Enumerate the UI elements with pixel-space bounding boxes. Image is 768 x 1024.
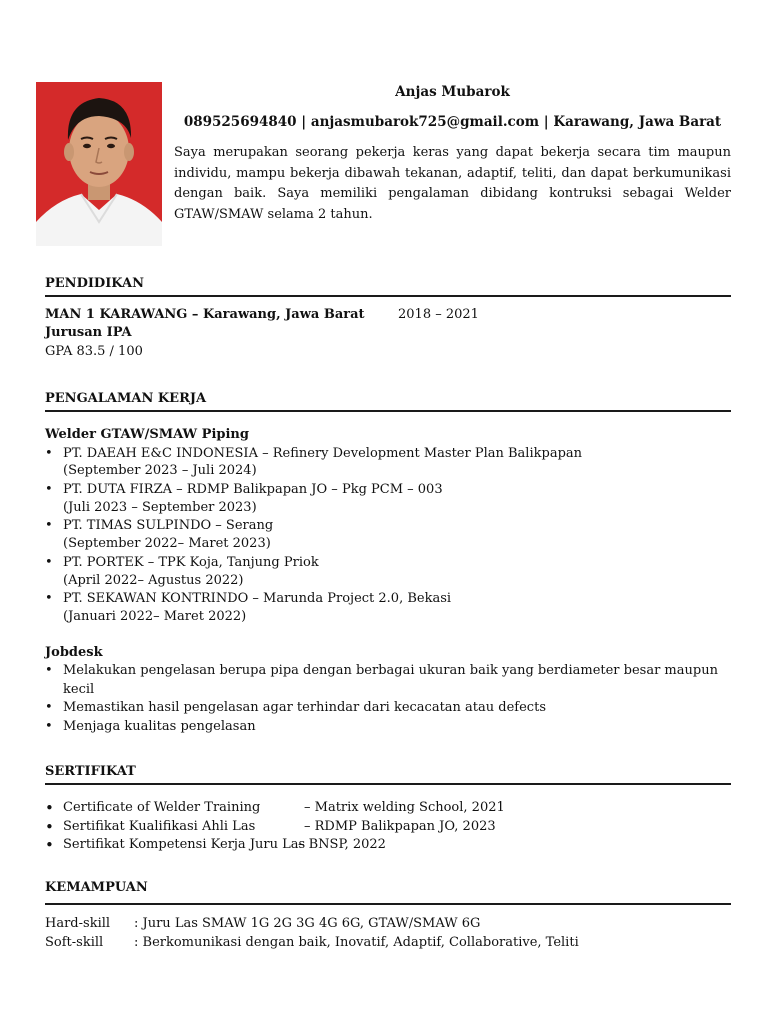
bullet-icon: • bbox=[45, 799, 54, 817]
jobdesk-item-1: Melakukan pengelasan berupa pipa dengan berbagai ukuran baik yang berdiameter besar maupun bbox=[63, 663, 718, 678]
certificate-name-1: Certificate of Welder Training bbox=[63, 800, 261, 815]
jobdesk-item-1-continued: kecil bbox=[63, 682, 95, 697]
soft-skill-label: Soft-skill bbox=[45, 935, 104, 950]
soft-skill-value: : Berkomunikasi dengan baik, Inovatif, Adaptif, Collaborative, Teliti bbox=[134, 935, 579, 950]
hard-skill-value: : Juru Las SMAW 1G 2G 3G 4G 6G, GTAW/SMAW 6G bbox=[134, 916, 481, 931]
bullet-icon: • bbox=[45, 555, 53, 570]
bullet-icon: • bbox=[45, 591, 53, 606]
experience-divider bbox=[45, 410, 731, 412]
jobdesk-item-3: Menjaga kualitas pengelasan bbox=[63, 719, 256, 734]
job-period-5: (Januari 2022– Maret 2022) bbox=[63, 609, 247, 624]
skills-heading: KEMAMPUAN bbox=[45, 880, 148, 895]
bullet-icon: • bbox=[45, 446, 53, 461]
certificate-issuer-1: – Matrix welding School, 2021 bbox=[304, 800, 505, 815]
bullet-icon: • bbox=[45, 700, 53, 715]
experience-role: Welder GTAW/SMAW Piping bbox=[45, 427, 249, 442]
certificate-issuer-2: – RDMP Balikpapan JO, 2023 bbox=[304, 819, 496, 834]
bullet-icon: • bbox=[45, 518, 53, 533]
job-company-5: PT. SEKAWAN KONTRINDO – Marunda Project 2.0, Bekasi bbox=[63, 591, 452, 606]
certificates-heading: SERTIFIKAT bbox=[45, 764, 136, 779]
certificates-divider bbox=[45, 783, 731, 785]
job-company-3: PT. TIMAS SULPINDO – Serang bbox=[63, 518, 274, 533]
education-gpa: GPA 83.5 / 100 bbox=[45, 344, 143, 359]
bullet-icon: • bbox=[45, 818, 54, 836]
job-period-4: (April 2022– Agustus 2022) bbox=[63, 573, 244, 588]
education-school: MAN 1 KARAWANG – Karawang, Jawa Barat bbox=[45, 307, 365, 322]
education-years: 2018 – 2021 bbox=[398, 307, 479, 322]
job-company-2: PT. DUTA FIRZA – RDMP Balikpapan JO – Pkg PCM – 003 bbox=[63, 482, 443, 497]
job-company-4: PT. PORTEK – TPK Koja, Tanjung Priok bbox=[63, 555, 319, 570]
contact-line: 089525694840 | anjasmubarok725@gmail.com | Karawang, Jawa Barat bbox=[183, 114, 722, 130]
education-heading: PENDIDIKAN bbox=[45, 276, 145, 291]
jobdesk-heading: Jobdesk bbox=[45, 645, 103, 660]
job-period-1: (September 2023 – Juli 2024) bbox=[63, 463, 257, 478]
education-major: Jurusan IPA bbox=[45, 325, 132, 340]
profile-photo-graphic bbox=[36, 82, 162, 246]
bullet-icon: • bbox=[45, 836, 54, 854]
job-company-1: PT. DAEAH E&C INDONESIA – Refinery Development Master Plan Balikpapan bbox=[63, 446, 583, 461]
candidate-name: Anjas Mubarok bbox=[395, 84, 510, 100]
job-period-3: (September 2022– Maret 2023) bbox=[63, 536, 271, 551]
education-divider bbox=[45, 295, 731, 297]
profile-photo bbox=[36, 82, 162, 246]
skills-divider bbox=[45, 903, 731, 905]
bullet-icon: • bbox=[45, 663, 53, 678]
jobdesk-item-2: Memastikan hasil pengelasan agar terhindar dari kecacatan atau defects bbox=[63, 700, 546, 715]
bullet-icon: • bbox=[45, 719, 53, 734]
bullet-icon: • bbox=[45, 482, 53, 497]
job-period-2: (Juli 2023 – September 2023) bbox=[63, 500, 257, 515]
profile-summary: Saya merupakan seorang pekerja keras yang dapat bekerja secara tim maupun individu, mampu bekerja dibawah tekanan, adaptif, teliti, dan dapat berkumunikasi dengan baik. Saya memiliki pengalaman dibidang kontruksi sebagai Welder GTAW/SMAW selama 2 tahun. bbox=[174, 145, 731, 222]
certificate-name-3: Sertifikat Kompetensi Kerja Juru Las bbox=[63, 837, 306, 852]
certificate-name-2: Sertifikat Kualifikasi Ahli Las bbox=[63, 819, 256, 834]
hard-skill-label: Hard-skill bbox=[45, 916, 111, 931]
experience-heading: PENGALAMAN KERJA bbox=[45, 391, 207, 406]
certificate-issuer-3: – BNSP, 2022 bbox=[298, 837, 386, 852]
